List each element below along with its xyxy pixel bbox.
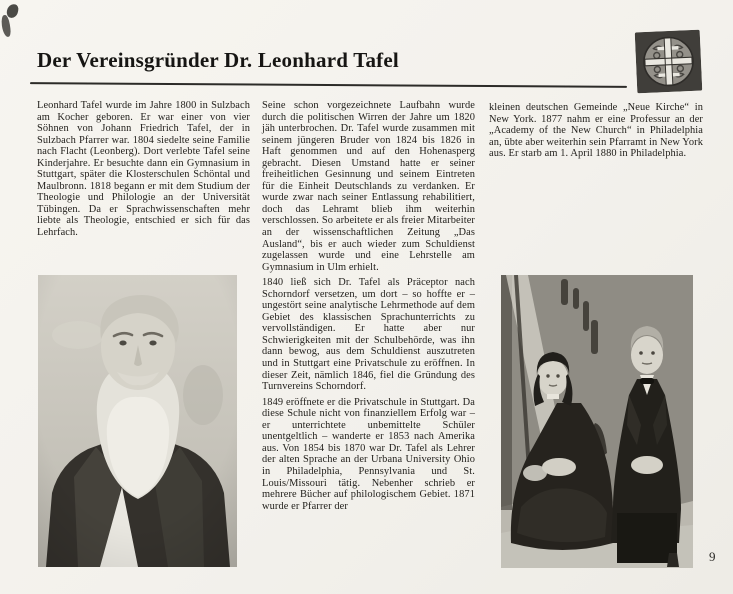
portrait-photo-leonhard-tafel <box>38 275 237 567</box>
new-church-cross-emblem-icon <box>635 30 703 94</box>
scan-smudge <box>1 15 12 38</box>
body-paragraph: 1849 eröffnete er die Privatschule in Stuttgart. Da diese Schule nicht von finanziellem Erfolg war – er unterrichtete unbemittelte Schüler unentgeltlich – wanderte er 1853 nach Amerika aus. Von 1854 bis 1870 war Dr. Tafel als Lehrer der alten Sprache an der Urbana University Ohio in Philadelphia, Pennsylvania und St. Louis/Missouri tätig. Nebenher schrieb er mehrere Bücher auf philologischem Gebiet. 1871 wurde er Pfarrer der <box>262 396 475 512</box>
page-number: 9 <box>709 549 716 564</box>
couple-photo <box>501 275 693 568</box>
column-middle <box>262 100 475 512</box>
body-paragraph: Seine schon vorgezeichnete Laufbahn wurde durch die politischen Wirren der Jahre um 1820 jäh unterbrochen. Dr. Tafel wurde zusammen mit seinem jüngeren Bruder von 1824 bis 1826 in Haft genommen und auf den Hohenasperg gebracht. Diesen Umstand hatte er seiner freiheitlichen Gesinnung und seinem Eintreten für die Einheit Deutschlands zu verdanken. Er wurde zwar nach seiner Entlassung rehabilitiert, doch das Lehramt blieb ihm weiterhin verschlossen. So arbeitete er als freier Mitarbeiter an der wissenschaftlichen Zeitung „Das Ausland“, bis er auch wieder zum Schuldienst zugelassen wurde und eine Lehrstelle am Gymnasium in Ulm erhielt. <box>262 100 475 273</box>
column-left <box>37 100 250 239</box>
column-right <box>489 102 703 160</box>
title-rule <box>30 82 627 88</box>
page-title: Der Vereinsgründer Dr. Leonhard Tafel <box>37 48 399 72</box>
body-paragraph: Leonhard Tafel wurde im Jahre 1800 in Sulzbach am Kocher geboren. Er war einer von vier Söhnen von Johann Friedrich Tafel, der in Sulzbach Pfarrer war. 1804 siedelte seine Familie nach Flacht (Leonberg). Dort verlebte Tafel seine Kinderjahre. Er besuchte dann ein Gymnasium in Stuttgart, später die Klosterschulen Schöntal und Maulbronn. 1818 begann er mit dem Studium der Theologie und Philologie an der Universität Tübingen. Da er Sprachwissenschaften mehr liebte als Theologie, entschied er sich für das Lehrfach. <box>37 100 250 239</box>
body-paragraph: kleinen deutschen Gemeinde „Neue Kirche“ in New York. 1877 nahm er eine Professur an der „Academy of the New Church“ in Philadelphia an, übte aber weiterhin sein Pfarramt in New York aus. Er starb am 1. April 1880 in Philadelphia. <box>489 102 703 160</box>
body-paragraph: 1840 ließ sich Dr. Tafel als Präceptor nach Schorndorf versetzen, um dort – so hoffte er – ungestört seine analytische Lehrmethode auf dem Gebiet des klassischen Sprachunterrichts zu vervollständigen. Er hatte aber nur Schwierigkeiten mit der Schulbehörde, was ihn dann bewog, aus dem Schuldienst auszutreten und in Stuttgart eine Privatschule zu eröffnen. In dieser Zeit, nämlich 1846, fiel die Gründung des Turnvereins Schorndorf. <box>262 277 475 393</box>
